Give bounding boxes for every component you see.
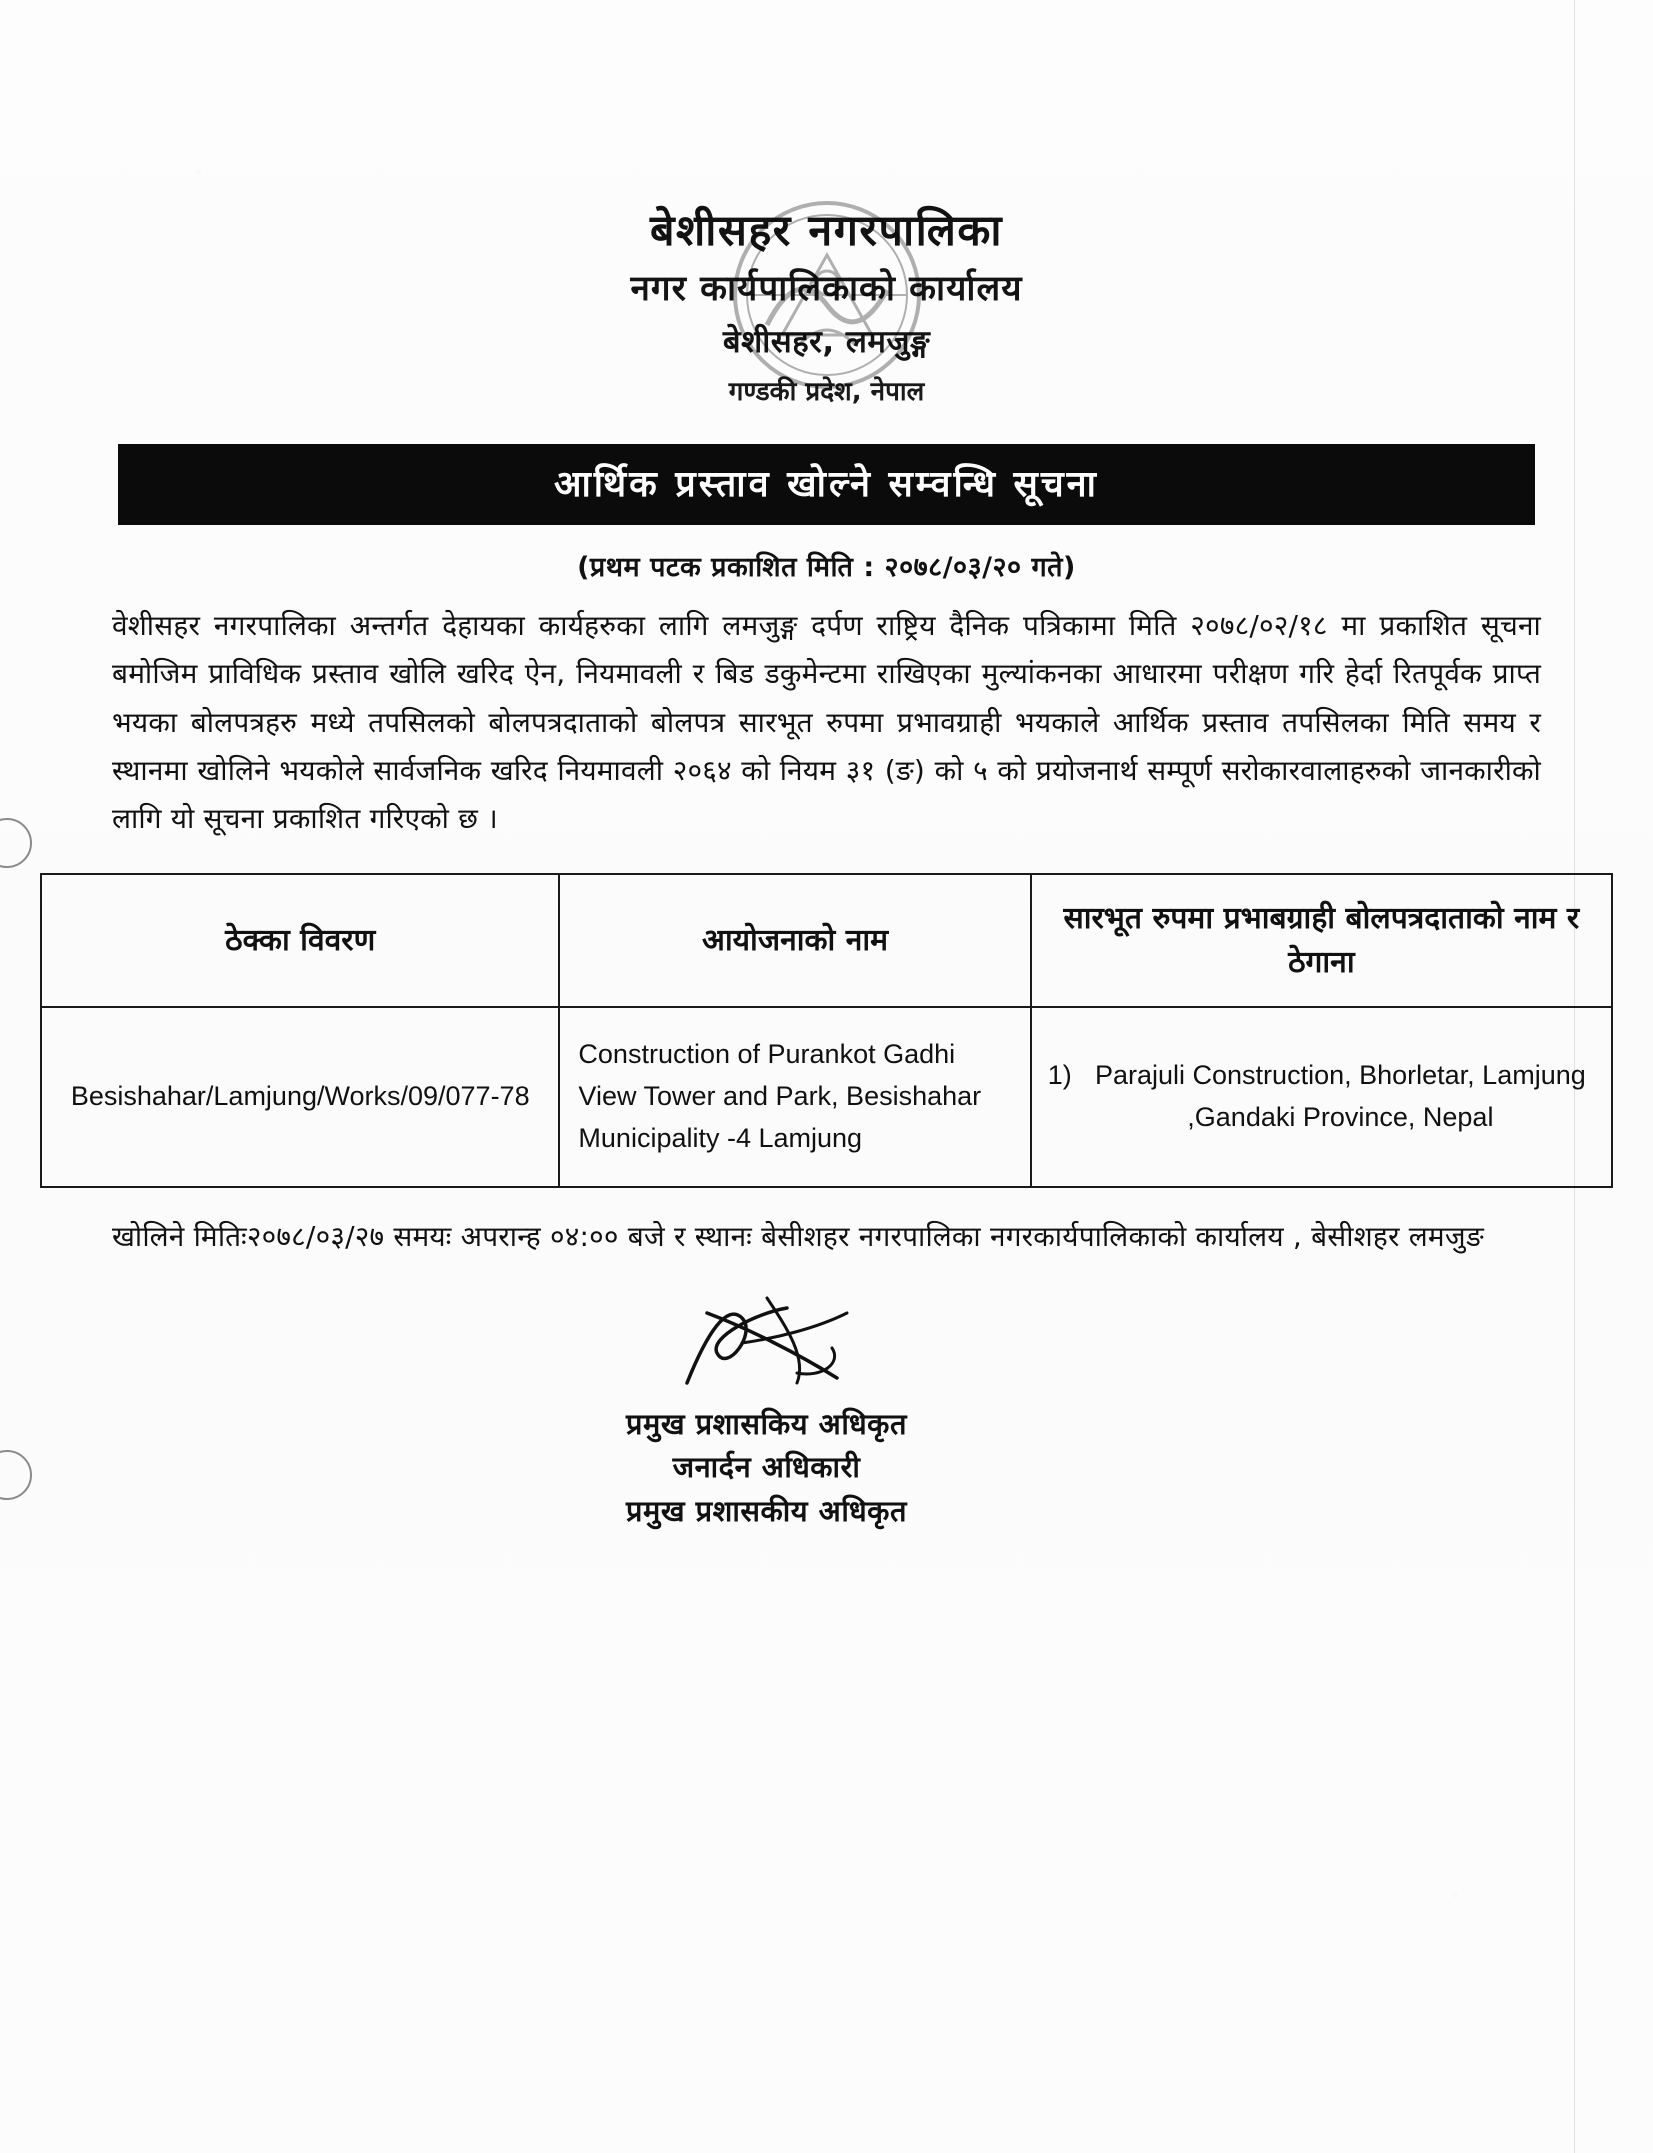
cell-contract-id: Besishahar/Lamjung/Works/09/077-78 (41, 1007, 559, 1187)
organization-province: गण्डकी प्रदेश, नेपाल (728, 377, 925, 408)
notice-table (40, 873, 1613, 1188)
cell-project-name: Construction of Purankot Gadhi View Tower and Park, Besishahar Municipality -4 Lamjung (559, 1007, 1030, 1187)
signature-block (0, 1283, 1653, 1534)
organization-name: बेशीसहर नगरपालिका (649, 206, 1004, 256)
bidder-name-address: Parajuli Construction, Bhorletar, Lamjung ,Gandaki Province, Nepal (1094, 1059, 1586, 1132)
table-row (41, 1007, 1612, 1187)
bidder-number: 1) (1047, 1059, 1072, 1090)
notice-body-text: वेशीसहर नगरपालिका अन्तर्गत देहायका कार्यहरुका लागि लमजुङ्ग दर्पण राष्ट्रिय दैनिक पत्रिकामा मिति २०७८/०२/१८ मा प्रकाशित सूचना बमोजिम प्राविधिक प्रस्ताव खोलि खरिद ऐन, नियमावली र बिड डकुमेन्टमा राखिएका मुल्यांकनका आधारमा परीक्षण गरि हेर्दा रितपूर्वक प्राप्त भयका बोलपत्रहरु मध्ये तपसिलको बोलपत्रदाताको बोलपत्र सारभूत रुपमा प्रभावग्राही भयकाले आर्थिक प्रस्ताव तपसिलका मिति समय र स्थानमा खोलिने भयकोले सार्वजनिक खरिद नियमावली २०६४ को नियम ३१ (ङ) को ५ को प्रयोजनार्थ सम्पूर्ण सरोकारवालाहरुको जानकारीको लागि यो सूचना प्रकाशित गरिएको छ । (112, 609, 1541, 835)
organization-office: नगर कार्यपालिकाको कार्यालय (630, 268, 1023, 309)
document-header (0, 0, 1653, 408)
signatory-designation: प्रमुख प्रशासकिय अधिकृत (625, 1406, 907, 1441)
notice-title: आर्थिक प्रस्ताव खोल्ने सम्वन्धि सूचना (118, 444, 1535, 525)
signatory-title: प्रमुख प्रशासकीय अधिकृत (625, 1493, 907, 1528)
table-header-row (41, 874, 1612, 1007)
notice-table-wrapper (40, 873, 1613, 1188)
organization-place: बेशीसहर, लमजुङ्ग (722, 324, 931, 361)
signatory-name: जनार्दन अधिकारी (672, 1450, 861, 1485)
table-header-contract: ठेक्का विवरण (41, 874, 559, 1007)
opening-details-note: खोलिने मितिः२०७८/०३/२७ समयः अपरान्ह ०४:०० बजे र स्थानः बेसीशहर नगरपालिका नगरकार्यपालिकाको कार्यालय , बेसीशहर लमजुङ (112, 1219, 1484, 1253)
publication-date: (प्रथम पटक प्रकाशित मिति : २०७८/०३/२० गते) (577, 552, 1076, 584)
table-header-bidder: सारभूत रुपमा प्रभाबग्राही बोलपत्रदाताको नाम र ठेगाना (1031, 874, 1612, 1007)
handwritten-signature-icon (647, 1283, 887, 1403)
cell-bidder-name (1031, 1007, 1612, 1187)
table-header-project: आयोजनाको नाम (559, 874, 1030, 1007)
